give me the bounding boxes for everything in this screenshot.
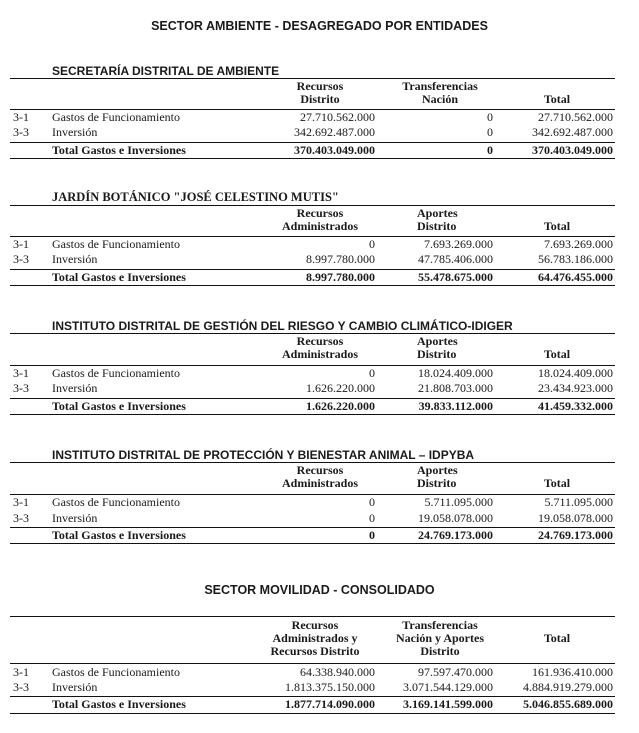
total-label: Total Gastos e Inversiones — [52, 143, 186, 157]
total-label: Total Gastos e Inversiones — [52, 399, 186, 413]
row-code: 3-1 — [13, 495, 29, 509]
total-label: Total Gastos e Inversiones — [52, 697, 186, 711]
row-label: Gastos de Funcionamiento — [52, 110, 180, 124]
sector-movilidad-title: SECTOR MOVILIDAD - CONSOLIDADO — [204, 583, 435, 597]
row-code: 3-1 — [13, 665, 29, 679]
row-label: Gastos de Funcionamiento — [52, 366, 180, 380]
row-value: 161.936.410.000 — [532, 665, 613, 679]
row-code: 3-3 — [13, 125, 29, 139]
row-value: 0 — [369, 511, 375, 525]
total-value: 39.833.112.000 — [418, 399, 493, 413]
entity-heading: INSTITUTO DISTRITAL DE GESTIÓN DEL RIESGO Y CAMBIO CLIMÁTICO-IDIGER — [52, 319, 513, 333]
total-value: 24.769.173.000 — [418, 528, 493, 542]
movilidad-table — [10, 616, 615, 716]
column-header — [417, 464, 458, 490]
row-value: 4.884.919.279.000 — [523, 680, 613, 694]
divider — [10, 285, 615, 286]
row-code: 3-3 — [13, 252, 29, 266]
column-header — [417, 335, 458, 361]
total-value: 64.476.455.000 — [538, 270, 613, 284]
row-label: Inversión — [52, 381, 98, 395]
row-value: 0 — [487, 125, 493, 139]
column-header — [265, 464, 375, 490]
total-value: 55.478.675.000 — [418, 270, 493, 284]
entity-table-idpyba — [10, 446, 615, 546]
total-value: 0 — [369, 528, 375, 542]
column-header-line: Distrito — [300, 92, 340, 106]
column-header — [265, 207, 375, 233]
row-value: 18.024.409.000 — [538, 366, 613, 380]
column-header-line: Aportes — [417, 206, 458, 220]
total-value: 5.046.855.689.000 — [523, 697, 613, 711]
row-value: 47.785.406.000 — [418, 252, 493, 266]
entity-heading: JARDÍN BOTÁNICO "JOSÉ CELESTINO MUTIS" — [52, 190, 339, 204]
entity-heading: SECRETARÍA DISTRITAL DE AMBIENTE — [52, 64, 280, 78]
column-header-line: Recursos — [296, 463, 344, 477]
row-code: 3-3 — [13, 680, 29, 694]
row-label: Inversión — [52, 252, 98, 266]
row-value: 3.071.544.129.000 — [403, 680, 493, 694]
row-label: Gastos de Funcionamiento — [52, 237, 180, 251]
divider — [10, 414, 615, 415]
row-value: 19.058.078.000 — [418, 511, 493, 525]
column-header-line: Aportes — [417, 463, 458, 477]
row-code: 3-3 — [13, 381, 29, 395]
row-value: 5.711.095.000 — [424, 495, 493, 509]
total-value: 1.626.220.000 — [306, 399, 375, 413]
row-value: 18.024.409.000 — [418, 366, 493, 380]
row-value: 0 — [369, 237, 375, 251]
column-header-line: Transferencias — [402, 618, 478, 632]
column-header-line: Nación — [422, 92, 458, 106]
total-value: 370.403.049.000 — [532, 143, 613, 157]
row-code: 3-3 — [13, 511, 29, 525]
column-header-line: Recursos — [296, 334, 344, 348]
row-label: Gastos de Funcionamiento — [52, 495, 180, 509]
total-label: Total Gastos e Inversiones — [52, 270, 186, 284]
column-header-line: Nación y Aportes — [396, 631, 484, 645]
column-header-line: Administrados — [281, 476, 358, 490]
total-value: 0 — [487, 143, 493, 157]
page-title: SECTOR AMBIENTE - DESAGREGADO POR ENTIDADES — [151, 19, 488, 33]
total-value: 370.403.049.000 — [294, 143, 375, 157]
column-header — [265, 80, 375, 106]
row-value: 8.997.780.000 — [306, 252, 375, 266]
column-header-line: Distrito — [417, 476, 457, 490]
column-header: Total — [543, 631, 571, 645]
column-header-line: Recursos — [296, 79, 344, 93]
column-header-line: Distrito — [417, 219, 457, 233]
row-value: 64.338.940.000 — [300, 665, 375, 679]
row-label: Inversión — [52, 511, 98, 525]
row-value: 342.692.487.000 — [532, 125, 613, 139]
total-label: Total Gastos e Inversiones — [52, 528, 186, 542]
divider — [10, 158, 615, 159]
column-header — [265, 335, 375, 361]
entity-table-jardin-botanico — [10, 189, 615, 289]
column-header — [385, 80, 495, 106]
column-header — [255, 619, 375, 658]
divider — [10, 663, 615, 664]
total-value: 8.997.780.000 — [306, 270, 375, 284]
column-header: Total — [543, 347, 571, 361]
row-value: 0 — [369, 495, 375, 509]
row-value: 27.710.562.000 — [538, 110, 613, 124]
column-header-line: Recursos — [291, 618, 339, 632]
row-value: 27.710.562.000 — [300, 110, 375, 124]
row-value: 5.711.095.000 — [544, 495, 613, 509]
row-code: 3-1 — [13, 110, 29, 124]
column-header-line: Aportes — [417, 334, 458, 348]
column-header-line: Administrados y — [272, 631, 358, 645]
column-header: Total — [543, 476, 571, 490]
row-value: 97.597.470.000 — [418, 665, 493, 679]
row-label: Gastos de Funcionamiento — [52, 665, 180, 679]
total-value: 3.169.141.599.000 — [403, 697, 493, 711]
row-value: 23.434.923.000 — [538, 381, 613, 395]
entity-heading: INSTITUTO DISTRITAL DE PROTECCIÓN Y BIENESTAR ANIMAL – IDPYBA — [52, 448, 475, 462]
row-value: 19.058.078.000 — [538, 511, 613, 525]
column-header-line: Administrados — [281, 347, 358, 361]
column-header: Total — [543, 219, 571, 233]
column-header-line: Recursos Distrito — [270, 644, 360, 658]
column-header-line: Administrados — [281, 219, 358, 233]
column-header-line: Recursos — [296, 206, 344, 220]
row-value: 0 — [487, 110, 493, 124]
row-code: 3-1 — [13, 366, 29, 380]
total-value: 41.459.332.000 — [538, 399, 613, 413]
column-header: Total — [543, 92, 571, 106]
total-value: 24.769.173.000 — [538, 528, 613, 542]
column-header-line: Transferencias — [402, 79, 478, 93]
entity-table-idiger — [10, 317, 615, 417]
entity-table-secretaria — [10, 62, 615, 162]
divider — [10, 616, 615, 617]
row-value: 1.626.220.000 — [306, 381, 375, 395]
row-code: 3-1 — [13, 237, 29, 251]
row-value: 1.813.375.150.000 — [285, 680, 375, 694]
row-value: 7.693.269.000 — [544, 237, 613, 251]
row-value: 21.808.703.000 — [418, 381, 493, 395]
row-label: Inversión — [52, 125, 98, 139]
column-header-line: Distrito — [420, 644, 460, 658]
row-value: 7.693.269.000 — [424, 237, 493, 251]
column-header-line: Distrito — [417, 347, 457, 361]
column-header — [417, 207, 458, 233]
row-value: 0 — [369, 366, 375, 380]
row-value: 56.783.186.000 — [538, 252, 613, 266]
divider — [10, 713, 615, 714]
column-header — [385, 619, 495, 658]
divider — [10, 543, 615, 544]
row-label: Inversión — [52, 680, 98, 694]
total-value: 1.877.714.090.000 — [285, 697, 375, 711]
row-value: 342.692.487.000 — [294, 125, 375, 139]
